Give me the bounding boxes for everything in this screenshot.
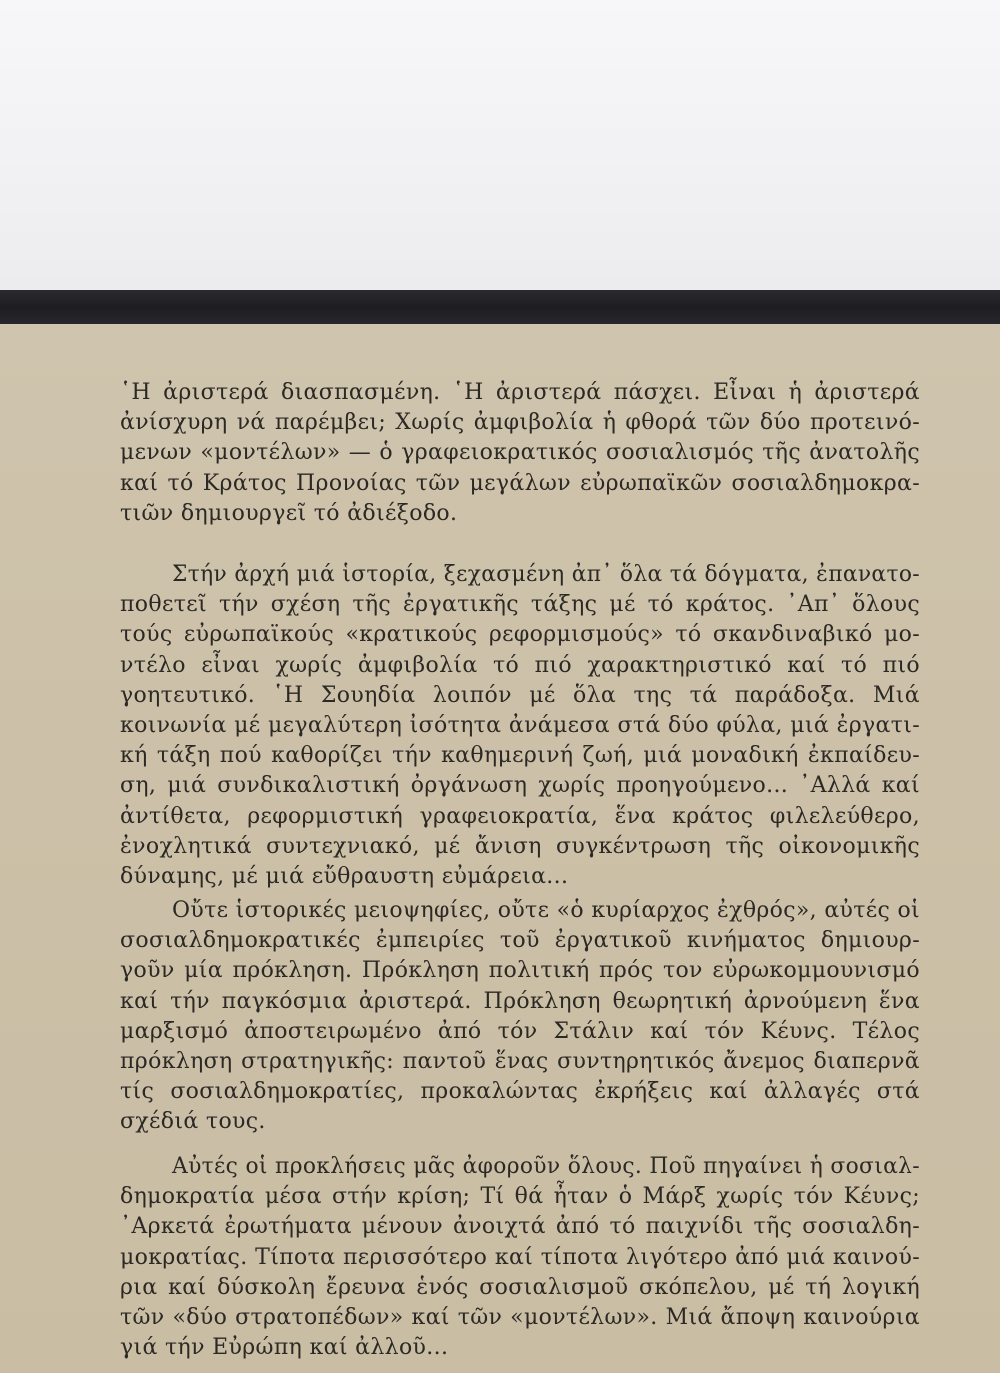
text-line: πρόκληση στρατηγικῆς: παντοῦ ἕνας συντηρητικός ἄνεμος διαπερνᾶ <box>120 1049 920 1075</box>
text-line: σοσιαλδημοκρατικές ἐμπειρίες τοῦ ἐργατικοῦ κινήματος δημιουρ- <box>120 928 920 954</box>
text-line: ἐνοχλητικά συντεχνιακό, μέ ἄνιση συγκέντρωση τῆς οἰκονομικῆς <box>120 833 920 859</box>
text-line: Αὐτές οἱ προκλήσεις μᾶς ἀφοροῦν ὅλους. Ποῦ πηγαίνει ἡ σοσιαλ- <box>172 1154 920 1179</box>
blurb-paragraph-4 <box>120 1152 920 1363</box>
text-line: δύναμης, μέ μιά εὔθραυστη εὐμάρεια... <box>120 864 569 890</box>
text-line: γοητευτικό. ῾Η Σουηδία λοιπόν μέ ὅλα της τά παράδοξα. Μιά <box>120 682 920 708</box>
text-line: κοινωνία μέ μεγαλύτερη ἰσότητα ἀνάμεσα στά δύο φύλα, μιά ἐργατι- <box>120 713 920 739</box>
text-line: τῶν «δύο στρατοπέδων» καί τῶν «μοντέλων». Μιά ἄποψη καινούρια <box>120 1305 920 1331</box>
text-line: μαρξισμό ἀποστειρωμένο ἀπό τόν Στάλιν καί τόν Κέυνς. Τέλος <box>120 1018 920 1044</box>
text-line: ῾Η ἀριστερά διασπασμένη. ῾Η ἀριστερά πάσχει. Εἶναι ἡ ἀριστερά <box>120 380 920 405</box>
dark-divider-band <box>0 290 1000 324</box>
blurb-paragraph-3 <box>120 896 920 1138</box>
text-line: καί τό Κράτος Προνοίας τῶν μεγάλων εὐρωπαϊκῶν σοσιαλδημοκρα- <box>120 470 920 496</box>
blurb-paragraph-1 <box>120 378 920 529</box>
text-line: ἀνίσχυρη νά παρέμβει; Χωρίς ἀμφιβολία ἡ φθορά τῶν δύο προτεινό- <box>120 410 920 436</box>
text-line: δημοκρατία μέσα στήν κρίση; Τί θά ἦταν ὁ Μάρξ χωρίς τόν Κέυνς; <box>120 1184 920 1210</box>
text-line: Οὔτε ἱστορικές μειοψηφίες, οὔτε «ὁ κυρίαρχος ἐχθρός», αὐτές οἱ <box>172 898 920 923</box>
text-line: τιῶν δημιουργεῖ τό ἀδιέξοδο. <box>120 500 458 526</box>
text-line: μοκρατίας. Τίποτα περισσότερο καί τίποτα λιγότερο ἀπό μιά καινού- <box>120 1244 920 1270</box>
text-line: ση, μιά συνδικαλιστική ὀργάνωση χωρίς προηγούμενο... ᾿Αλλά καί <box>120 773 920 799</box>
text-line: ποθετεῖ τήν σχέση τῆς ἐργατικῆς τάξης μέ τό κράτος. ᾿Απ᾿ ὅλους <box>120 592 920 618</box>
blurb-paragraph-2 <box>120 560 920 892</box>
text-line: ᾿Αρκετά ἐρωτήματα μένουν ἀνοιχτά ἀπό τό παιχνίδι τῆς σοσιαλδη- <box>120 1214 920 1240</box>
text-line: σχέδιά τους. <box>120 1109 266 1135</box>
text-line: τίς σοσιαλδημοκρατίες, προκαλώντας ἐκρήξεις καί ἀλλαγές στά <box>120 1079 920 1105</box>
text-line: μενων «μοντέλων» — ὁ γραφειοκρατικός σοσιαλισμός τῆς ἀνατολῆς <box>120 440 920 466</box>
text-line: ντέλο εἶναι χωρίς ἀμφιβολία τό πιό χαρακτηριστικό καί τό πιό <box>120 652 920 678</box>
text-line: καί τήν παγκόσμια ἀριστερά. Πρόκληση θεωρητική ἀρνούμενη ἕνα <box>120 988 920 1014</box>
text-line: γοῦν μία πρόκληση. Πρόκληση πολιτική πρός τον εὐρωκομμουνισμό <box>120 958 920 984</box>
text-line: τούς εὐρωπαϊκούς «κρατικούς ρεφορμισμούς» τό σκανδιναβικό μο- <box>120 622 920 648</box>
text-line: ἀντίθετα, ρεφορμιστική γραφειοκρατία, ἕνα κράτος φιλελεύθερο, <box>120 803 920 829</box>
white-top-panel <box>0 0 1000 292</box>
text-line: ρια καί δύσκολη ἔρευνα ἑνός σοσιαλισμοῦ σκόπελου, μέ τή λογική <box>120 1274 920 1300</box>
text-line: Στήν ἀρχή μιά ἱστορία, ξεχασμένη ἀπ᾿ ὅλα τά δόγματα, ἐπανατο- <box>172 562 920 587</box>
text-line: κή τάξη πού καθορίζει τήν καθημερινή ζωή, μιά μοναδική ἐκπαίδευ- <box>120 743 920 769</box>
text-line: γιά τήν Εὐρώπη καί ἀλλοῦ... <box>120 1335 449 1361</box>
